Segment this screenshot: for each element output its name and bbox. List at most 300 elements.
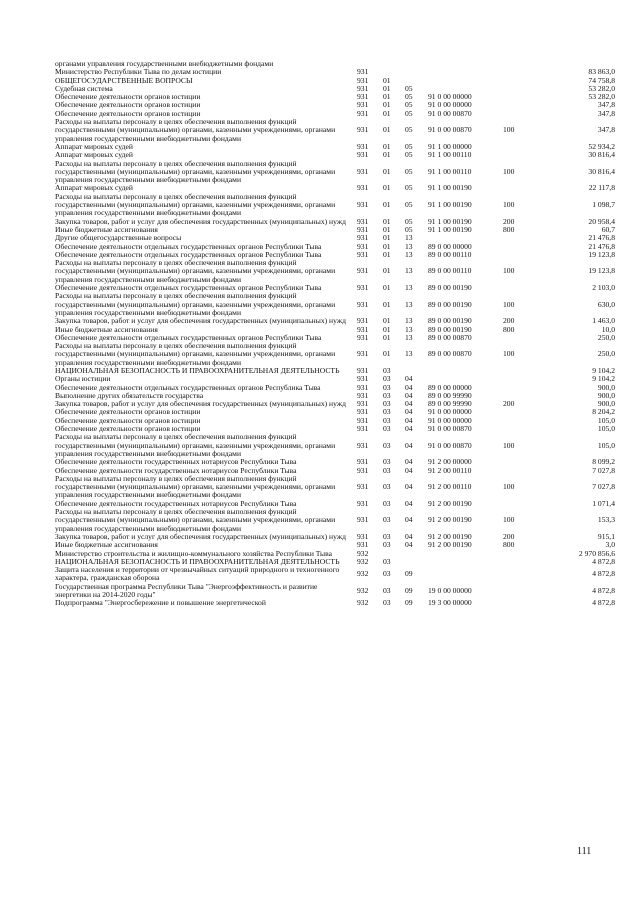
row-name: Подпрограмма "Энергосбережение и повышение энергетической: [55, 598, 266, 608]
row-target-article: 89 0 00 00190: [428, 324, 472, 334]
row-expense-type: 200: [503, 531, 515, 541]
row-subsection: 09: [405, 569, 413, 579]
row-name: Органы юстиции: [55, 374, 111, 384]
row-section: 01: [383, 183, 391, 193]
row-expense-type: 200: [503, 316, 515, 326]
row-name: Обеспечение деятельности отдельных государственных органов Республики Тыва: [55, 283, 322, 293]
table-row: [55, 259, 615, 284]
row-grbs: 931: [357, 299, 369, 309]
row-expense-type: [503, 184, 542, 192]
row-name: Обеспечение деятельности органов юстиции: [55, 415, 201, 425]
row-name: ОБЩЕГОСУДАРСТВЕННЫЕ ВОПРОСЫ: [55, 75, 193, 85]
row-section: 01: [383, 316, 391, 326]
row-section: 03: [383, 515, 391, 525]
table-row: [55, 118, 615, 143]
row-amount: 347,8: [597, 125, 615, 135]
row-grbs: 931: [357, 457, 369, 467]
row-subsection: 04: [405, 424, 413, 434]
row-section: 03: [383, 531, 391, 541]
row-section: 03: [383, 440, 391, 450]
row-section: 01: [383, 166, 391, 176]
row-amount: 4 872,8: [592, 585, 615, 595]
row-name: Аппарат мировых судей: [55, 141, 133, 151]
row-subsection: 13: [405, 241, 413, 251]
row-expense-type: 800: [503, 540, 515, 550]
row-section: 01: [383, 233, 391, 243]
row-name: НАЦИОНАЛЬНАЯ БЕЗОПАСНОСТЬ И ПРАВООХРАНИТЕЛЬНАЯ ДЕЯТЕЛЬНОСТЬ: [55, 556, 340, 566]
row-amount: 1 098,7: [592, 200, 615, 210]
row-grbs: 931: [357, 241, 369, 251]
row-target-article: 91 0 00 00870: [428, 440, 472, 450]
row-name: Расходы на выплаты персоналу в целях обеспечения выполнения функций государственными (муниципальными) органами, казенными учреждениями, органами управления государственными внебюджетными фондами: [55, 117, 336, 143]
row-amount: 4 872,8: [592, 569, 615, 579]
row-grbs: 931: [357, 224, 369, 234]
row-amount: 52 934,2: [588, 141, 615, 151]
row-amount: 900,0: [597, 390, 615, 400]
row-amount: 1 463,0: [592, 316, 615, 326]
row-name: Обеспечение деятельности государственных нотариусов Республики Тыва: [55, 457, 297, 467]
row-expense-type: [503, 60, 542, 68]
row-expense-type: [503, 599, 542, 607]
row-section: 01: [383, 200, 391, 210]
row-grbs: 931: [357, 125, 369, 135]
row-grbs: 931: [357, 424, 369, 434]
row-expense-type: [503, 550, 542, 558]
row-expense-type: [503, 425, 542, 433]
row-name: Расходы на выплаты персоналу в целях обеспечения выполнения функций государственными (муниципальными) органами, казенными учреждениями, органами управления государственными внебюджетными фондами: [55, 473, 336, 500]
row-subsection: 04: [405, 515, 413, 525]
row-subsection: [405, 60, 428, 68]
row-grbs: 931: [357, 233, 369, 243]
row-subsection: 04: [405, 382, 413, 392]
row-expense-type: 100: [503, 349, 515, 359]
row-grbs: 931: [357, 166, 369, 176]
row-grbs: 931: [357, 100, 369, 110]
row-subsection: 13: [405, 349, 413, 359]
row-expense-type: 800: [503, 224, 515, 234]
row-section: 01: [383, 266, 391, 276]
row-target-article: 91 0 00 00000: [428, 100, 472, 110]
row-grbs: 931: [357, 324, 369, 334]
row-subsection: 09: [405, 598, 413, 608]
row-subsection: 04: [405, 390, 413, 400]
row-grbs: 931: [357, 216, 369, 226]
row-expense-type: 100: [503, 166, 515, 176]
table-row: [55, 433, 615, 458]
row-subsection: 05: [405, 200, 413, 210]
row-subsection: 13: [405, 316, 413, 326]
row-subsection: 05: [405, 216, 413, 226]
row-target-article: 19 0 00 00000: [428, 585, 472, 595]
row-target-article: [428, 550, 503, 558]
row-target-article: 91 1 00 00000: [428, 141, 472, 151]
row-target-article: 89 0 00 00190: [428, 283, 472, 293]
row-expense-type: [503, 110, 542, 118]
row-expense-type: [503, 234, 542, 242]
row-amount: 9 104,2: [592, 365, 615, 375]
row-grbs: 931: [357, 407, 369, 417]
row-section: 03: [383, 374, 391, 384]
row-section: 01: [383, 283, 391, 293]
row-amount: 915,1: [597, 531, 615, 541]
row-expense-type: [503, 251, 542, 259]
row-name: Обеспечение деятельности органов юстиции: [55, 407, 201, 417]
row-expense-type: [503, 243, 542, 251]
row-amount: 20 958,4: [588, 216, 615, 226]
row-section: 01: [383, 125, 391, 135]
row-expense-type: [503, 93, 542, 101]
table-row: [55, 508, 615, 533]
row-grbs: 931: [357, 283, 369, 293]
row-expense-type: [503, 367, 542, 375]
row-expense-type: 800: [503, 324, 515, 334]
row-section: 01: [383, 224, 391, 234]
row-target-article: 91 2 00 00190: [428, 540, 472, 550]
row-amount: 105,0: [597, 440, 615, 450]
row-target-article: 91 0 00 00870: [428, 125, 472, 135]
row-subsection: 04: [405, 482, 413, 492]
row-subsection: 13: [405, 266, 413, 276]
row-grbs: 931: [357, 540, 369, 550]
row-grbs: 931: [357, 531, 369, 541]
row-amount: 347,8: [597, 100, 615, 110]
row-expense-type: [503, 77, 542, 85]
row-name: Обеспечение деятельности отдельных государственных органов Республики Тыва: [55, 332, 322, 342]
row-expense-type: [503, 583, 542, 600]
row-grbs: 932: [357, 569, 369, 579]
row-expense-type: [503, 85, 542, 93]
row-section: 03: [383, 390, 391, 400]
row-target-article: 91 2 00 00110: [428, 465, 472, 475]
row-amount: 30 816,4: [588, 166, 615, 176]
row-subsection: 05: [405, 224, 413, 234]
row-target-article: 91 2 00 00190: [428, 531, 472, 541]
row-expense-type: [503, 408, 542, 416]
row-target-article: 89 0 00 99990: [428, 399, 472, 409]
row-expense-type: [503, 334, 542, 342]
row-name: Аппарат мировых судей: [55, 150, 133, 160]
row-name: Обеспечение деятельности органов юстиции: [55, 108, 201, 118]
row-subsection: 13: [405, 249, 413, 259]
row-subsection: 04: [405, 531, 413, 541]
row-target-article: 91 2 00 00110: [428, 482, 472, 492]
row-amount: 7 027,8: [592, 482, 615, 492]
row-name: Расходы на выплаты персоналу в целях обеспечения выполнения функций государственными (муниципальными) органами, казенными учреждениями, органами управления государственными внебюджетными фондами: [55, 432, 336, 458]
row-section: 03: [383, 585, 391, 595]
row-grbs: 932: [357, 548, 369, 558]
row-subsection: 04: [405, 399, 413, 409]
row-name: Другие общегосударственные вопросы: [55, 233, 182, 243]
row-subsection: 04: [405, 440, 413, 450]
row-expense-type: 100: [503, 200, 515, 210]
row-section: 03: [383, 415, 391, 425]
table-row: [55, 160, 615, 185]
row-expense-type: 100: [503, 266, 515, 276]
row-target-article: 91 2 00 00190: [428, 515, 472, 525]
row-name: Расходы на выплаты персоналу в целях обеспечения выполнения функций государственными (муниципальными) органами, казенными учреждениями, органами управления государственными внебюджетными фондами: [55, 507, 336, 533]
row-name: Обеспечение деятельности отдельных государственных органов Республики Тыва: [55, 249, 322, 259]
row-section: 03: [383, 399, 391, 409]
row-target-article: 91 0 00 00870: [428, 424, 472, 434]
row-amount: 83 863,0: [588, 67, 615, 77]
row-target-article: 91 1 00 00190: [428, 183, 472, 193]
row-section: [383, 60, 405, 68]
row-grbs: 931: [357, 440, 369, 450]
row-name: Государственная программа Республики Тыва "Энергоэффективность и развитие энергетики на 2014-2020 годы": [55, 581, 318, 599]
row-name: Иные бюджетные ассигнования: [55, 224, 158, 234]
row-grbs: 931: [357, 515, 369, 525]
table-row: [55, 599, 615, 607]
table-row: [55, 77, 615, 85]
row-section: 01: [383, 83, 391, 93]
table-row: [55, 475, 615, 500]
row-expense-type: 100: [503, 299, 515, 309]
row-target-article: [428, 566, 503, 583]
row-section: 03: [383, 598, 391, 608]
row-name: Расходы на выплаты персоналу в целях обеспечения выполнения функций государственными (муниципальными) органами, казенными учреждениями, органами управления государственными внебюджетными фондами: [55, 341, 336, 367]
row-grbs: 931: [357, 415, 369, 425]
row-target-article: [428, 68, 503, 76]
row-amount: 153,3: [597, 515, 615, 525]
row-expense-type: [503, 151, 542, 159]
row-amount: 105,0: [597, 415, 615, 425]
row-grbs: 931: [357, 92, 369, 102]
row-grbs: 931: [357, 108, 369, 118]
row-section: 03: [383, 382, 391, 392]
page-number: 111: [577, 846, 592, 857]
row-amount: 21 476,8: [588, 241, 615, 251]
row-target-article: 91 0 00 00000: [428, 415, 472, 425]
row-section: 01: [383, 75, 391, 85]
row-name: Обеспечение деятельности органов юстиции: [55, 100, 201, 110]
row-target-article: 19 3 00 00000: [428, 598, 472, 608]
row-subsection: 05: [405, 150, 413, 160]
row-grbs: 931: [357, 83, 369, 93]
row-amount: 74 758,8: [588, 75, 615, 85]
row-grbs: 931: [357, 316, 369, 326]
row-subsection: 13: [405, 233, 413, 243]
row-name: Обеспечение деятельности органов юстиции: [55, 424, 201, 434]
row-target-article: 89 0 00 00110: [428, 266, 472, 276]
row-grbs: 931: [357, 365, 369, 375]
row-amount: 19 123,8: [588, 249, 615, 259]
row-expense-type: 100: [503, 515, 515, 525]
row-grbs: 932: [357, 556, 369, 566]
row-name: Иные бюджетные ассигнования: [55, 324, 158, 334]
row-section: 03: [383, 457, 391, 467]
row-name: органами управления государственными внебюджетными фондами: [55, 59, 274, 68]
row-grbs: 931: [357, 183, 369, 193]
row-amount: 900,0: [597, 399, 615, 409]
row-subsection: [405, 550, 428, 558]
row-expense-type: 200: [503, 399, 515, 409]
row-expense-type: [503, 467, 542, 475]
row-name: Обеспечение деятельности отдельных государственных органов Республики Тыва: [55, 241, 322, 251]
budget-table-page: [55, 60, 615, 608]
row-target-article: 89 0 00 00870: [428, 332, 472, 342]
row-subsection: 05: [405, 92, 413, 102]
row-section: 03: [383, 540, 391, 550]
row-name: Обеспечение деятельности органов юстиции: [55, 92, 201, 102]
row-target-article: 91 0 00 00000: [428, 407, 472, 417]
row-expense-type: [503, 143, 542, 151]
row-subsection: 05: [405, 83, 413, 93]
row-expense-type: 100: [503, 440, 515, 450]
row-grbs: 931: [357, 332, 369, 342]
row-expense-type: 100: [503, 125, 515, 135]
table-row: [55, 367, 615, 375]
row-amount: 2 970 856,6: [578, 548, 615, 558]
row-name: Судебная система: [55, 83, 113, 93]
row-amount: 8 099,2: [592, 457, 615, 467]
row-subsection: 05: [405, 183, 413, 193]
row-name: Обеспечение деятельности отдельных государственных органов Республика Тыва: [55, 382, 321, 392]
row-expense-type: [503, 500, 542, 508]
row-amount: 105,0: [597, 424, 615, 434]
row-expense-type: [503, 68, 542, 76]
row-amount: 60,7: [601, 224, 615, 234]
row-amount: 22 117,8: [588, 183, 615, 193]
row-target-article: 91 1 00 00190: [428, 200, 472, 210]
row-amount: 4 872,8: [592, 598, 615, 608]
row-amount: 8 204,2: [592, 407, 615, 417]
table-row: [55, 292, 615, 317]
row-name: Закупка товаров, работ и услуг для обеспечения государственных (муниципальных) нужд: [55, 216, 346, 226]
row-name: Министерство Республики Тыва по делам юстиции: [55, 67, 222, 77]
row-name: Закупка товаров, работ и услуг для обеспечения государственных (муниципальных) нужд: [55, 399, 346, 409]
row-grbs: 931: [357, 482, 369, 492]
row-subsection: [405, 558, 428, 566]
row-target-article: 91 1 00 00110: [428, 150, 472, 160]
table-row: [55, 566, 615, 583]
row-name: Закупка товаров, работ и услуг для обеспечения государственных (муниципальных) нужд: [55, 531, 346, 541]
row-grbs: 931: [357, 249, 369, 259]
row-amount: 9 104,2: [592, 374, 615, 384]
row-amount: 250,0: [597, 332, 615, 342]
row-name: Министерство строительства и жилищно-коммунального хозяйства Республики Тыва: [55, 548, 333, 558]
row-subsection: 13: [405, 299, 413, 309]
row-grbs: 931: [357, 390, 369, 400]
row-expense-type: [503, 384, 542, 392]
row-section: 01: [383, 150, 391, 160]
row-name: НАЦИОНАЛЬНАЯ БЕЗОПАСНОСТЬ И ПРАВООХРАНИТЕЛЬНАЯ ДЕЯТЕЛЬНОСТЬ: [55, 365, 340, 375]
row-section: 01: [383, 249, 391, 259]
row-target-article: 89 0 00 00000: [428, 241, 472, 251]
row-subsection: 13: [405, 283, 413, 293]
row-amount: 250,0: [597, 349, 615, 359]
row-expense-type: [503, 458, 542, 466]
row-target-article: 89 0 00 00000: [428, 382, 472, 392]
row-section: 01: [383, 100, 391, 110]
row-amount: 7 027,8: [592, 465, 615, 475]
row-section: 03: [383, 569, 391, 579]
row-grbs: 931: [357, 465, 369, 475]
table-row: [55, 342, 615, 367]
row-expense-type: [503, 417, 542, 425]
row-subsection: 05: [405, 125, 413, 135]
row-subsection: 05: [405, 108, 413, 118]
row-amount: 53 282,0: [588, 92, 615, 102]
row-name: Иные бюджетные ассигнования: [55, 540, 158, 550]
row-grbs: 932: [357, 598, 369, 608]
row-amount: 900,0: [597, 382, 615, 392]
row-target-article: [428, 77, 503, 85]
row-section: 03: [383, 556, 391, 566]
table-row: [55, 193, 615, 218]
row-grbs: 931: [357, 150, 369, 160]
row-grbs: 931: [357, 399, 369, 409]
row-expense-type: 200: [503, 216, 515, 226]
row-section: 01: [383, 299, 391, 309]
row-target-article: 89 0 00 99990: [428, 390, 472, 400]
row-subsection: 05: [405, 141, 413, 151]
row-amount: 3,0: [605, 540, 615, 550]
row-section: 03: [383, 407, 391, 417]
row-grbs: 931: [357, 75, 369, 85]
row-amount: 630,0: [597, 299, 615, 309]
row-name: Закупка товаров, работ и услуг для обеспечения государственных (муниципальных) нужд: [55, 316, 346, 326]
row-grbs: 931: [357, 498, 369, 508]
row-target-article: [428, 367, 503, 375]
row-amount: 10,0: [601, 324, 615, 334]
row-target-article: [428, 60, 503, 68]
row-amount: 1 071,4: [592, 498, 615, 508]
row-subsection: 04: [405, 465, 413, 475]
row-amount: 53 282,0: [588, 83, 615, 93]
row-target-article: 89 0 00 00190: [428, 299, 472, 309]
row-section: 03: [383, 465, 391, 475]
row-subsection: 04: [405, 457, 413, 467]
row-target-article: 91 0 00 00870: [428, 108, 472, 118]
row-target-article: 91 2 00 00190: [428, 498, 472, 508]
row-section: 03: [383, 424, 391, 434]
row-amount: 4 872,8: [592, 556, 615, 566]
row-target-article: 91 2 00 00000: [428, 457, 472, 467]
row-subsection: 05: [405, 166, 413, 176]
row-target-article: 91 0 00 00000: [428, 92, 472, 102]
row-target-article: 91 1 00 00190: [428, 224, 472, 234]
row-name: Расходы на выплаты персоналу в целях обеспечения выполнения функций государственными (муниципальными) органами, казенными учреждениями, органами управления государственными внебюджетными фондами: [55, 291, 336, 317]
row-name: Расходы на выплаты персоналу в целях обеспечения выполнения функций государственными (муниципальными) органами, казенными учреждениями, органами управления государственными внебюджетными фондами: [55, 258, 336, 284]
row-target-article: 91 1 00 00190: [428, 216, 472, 226]
row-section: 01: [383, 332, 391, 342]
table-row: [55, 143, 615, 151]
row-target-article: 89 0 00 00870: [428, 349, 472, 359]
row-target-article: [428, 558, 503, 566]
row-amount: 2 103,0: [592, 283, 615, 293]
row-subsection: 04: [405, 498, 413, 508]
row-name: Выполнение других обязательств государства: [55, 390, 204, 400]
row-subsection: 04: [405, 415, 413, 425]
row-section: 01: [383, 92, 391, 102]
row-subsection: 04: [405, 374, 413, 384]
row-target-article: 89 0 00 00110: [428, 249, 472, 259]
row-name: Защита населения и территории от чрезвычайных ситуаций природного и техногенного характера, гражданская оборона: [55, 565, 340, 583]
row-name: Расходы на выплаты персоналу в целях обеспечения выполнения функций государственными (муниципальными) органами, казенными учреждениями, органами управления государственными внебюджетными фондами: [55, 191, 336, 218]
row-grbs: 931: [357, 67, 369, 77]
row-expense-type: [503, 375, 542, 383]
row-subsection: 05: [405, 100, 413, 110]
row-section: 03: [383, 482, 391, 492]
row-section: 01: [383, 216, 391, 226]
row-amount: 30 816,4: [588, 150, 615, 160]
row-target-article: 91 1 00 00110: [428, 166, 472, 176]
budget-table: [55, 60, 615, 608]
row-grbs: 932: [357, 585, 369, 595]
row-subsection: 04: [405, 540, 413, 550]
row-expense-type: [503, 101, 542, 109]
row-subsection: 13: [405, 332, 413, 342]
